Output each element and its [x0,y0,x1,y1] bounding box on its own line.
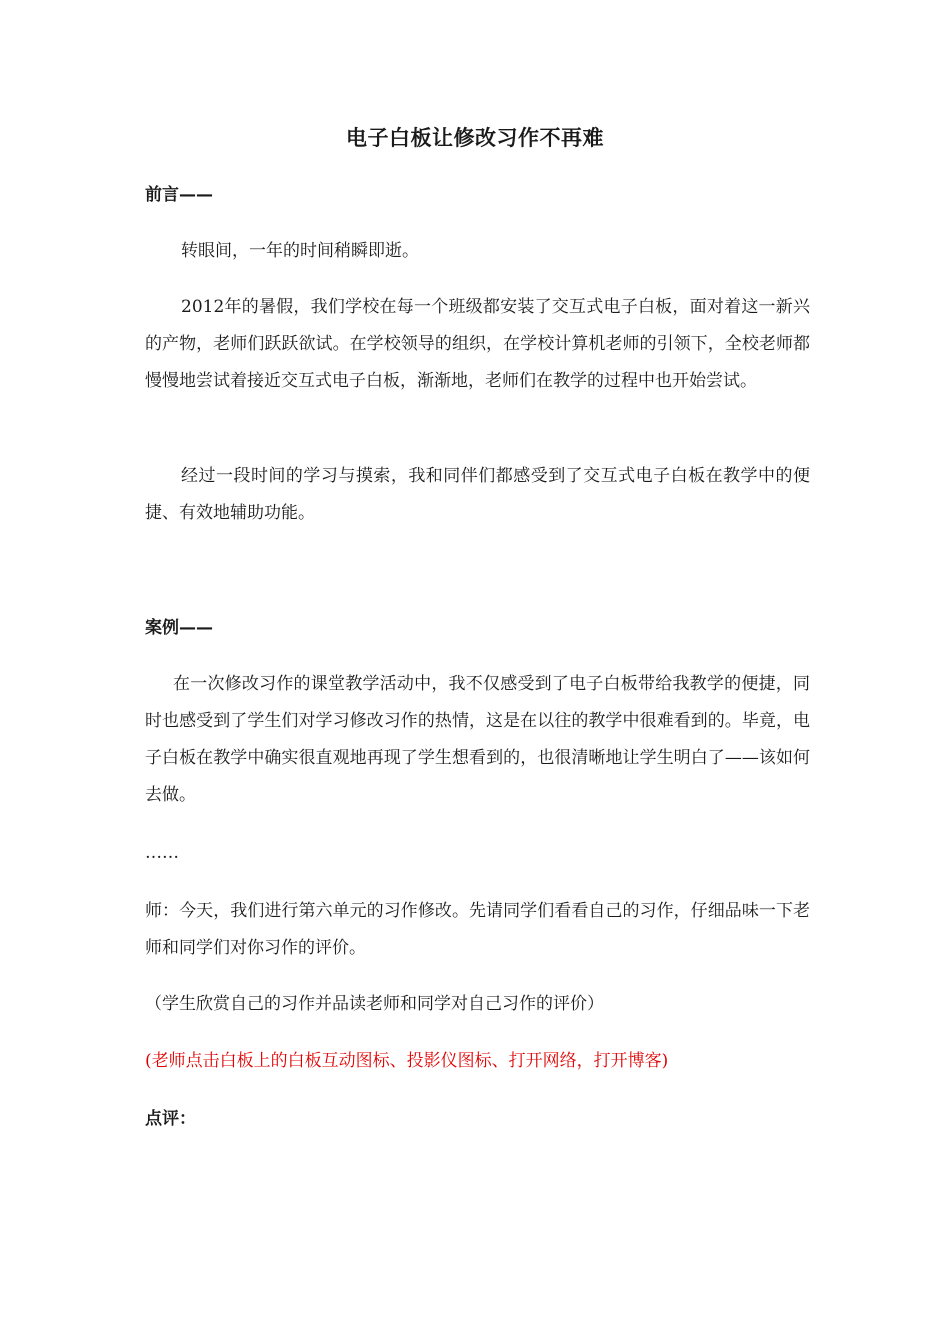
preface-paragraph-3: 经过一段时间的学习与摸索，我和同伴们都感受到了交互式电子白板在教学中的便捷、有效地辅助功能。 [145,466,810,523]
ellipsis-line: …… [145,843,179,863]
comment-heading: 点评： [145,1109,196,1129]
preface-heading: 前言—— [145,185,213,205]
preface-paragraph-1: 转眼间，一年的时间稍瞬即逝。 [181,241,419,261]
teacher-action-red: (老师点击白板上的白板互动图标、投影仪图标、打开网络，打开博客) [145,1051,669,1071]
teacher-line: 师：今天，我们进行第六单元的习作修改。先请同学们看看自己的习作，仔细品味一下老师和同学们对你习作的评价。 [145,901,810,958]
preface-paragraph-2: 2012年的暑假，我们学校在每一个班级都安装了交互式电子白板，面对着这一新兴的产物，老师们跃跃欲试。在学校领导的组织，在学校计算机老师的引领下，全校老师都慢慢地尝试着接近交互式电子白板，渐渐地，老师们在教学的过程中也开始尝试。 [145,297,810,391]
student-action: （学生欣赏自己的习作并品读老师和同学对自己习作的评价） [145,994,604,1014]
case-paragraph: 在一次修改习作的课堂教学活动中，我不仅感受到了电子白板带给我教学的便捷，同时也感受到了学生们对学习修改习作的热情，这是在以往的教学中很难看到的。毕竟，电子白板在教学中确实很直观地再现了学生想看到的，也很清晰地让学生明白了——该如何去做。 [145,674,810,805]
document-title: 电子白板让修改习作不再难 [346,126,604,150]
case-heading: 案例—— [145,618,213,638]
